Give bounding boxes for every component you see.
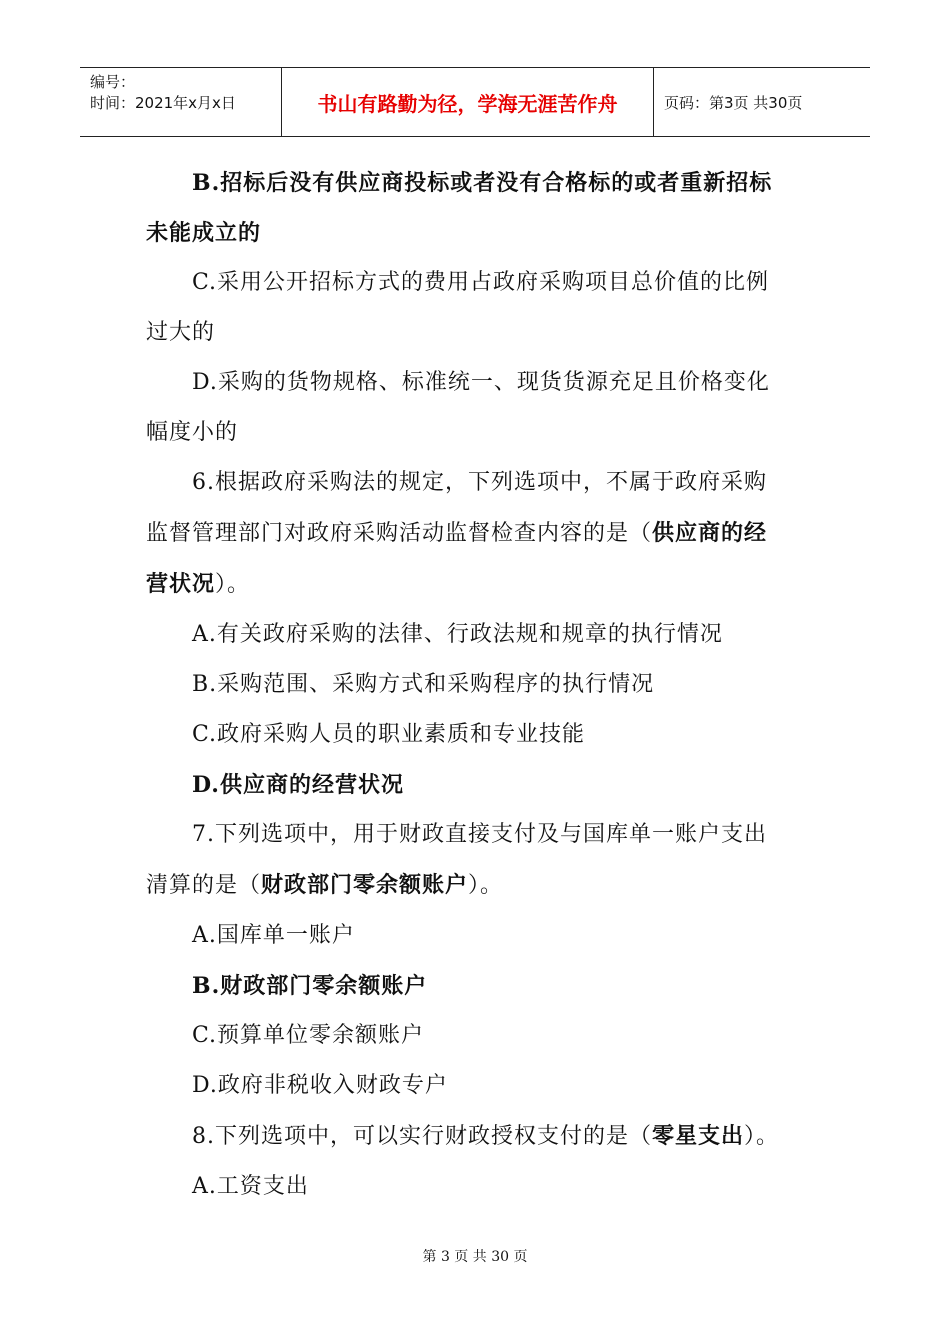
page-header — [80, 67, 870, 137]
number-label: 编号： — [90, 73, 136, 91]
document-body — [146, 158, 806, 1212]
header-motto: 书山有路勤为径，学海无涯苦作舟 — [282, 68, 654, 136]
option-line: D.采购的货物规格、标准统一、现货货源充足且价格变化 — [192, 370, 770, 395]
answer-text: 财政部门零余额账户 — [261, 872, 469, 898]
answer-text: 营状况 — [146, 571, 216, 597]
question-text: ）。 — [744, 1124, 780, 1149]
option-line: B.采购范围、采购方式和采购程序的执行情况 — [192, 672, 655, 697]
option-line: A.工资支出 — [192, 1174, 309, 1199]
header-page-info: 页码：第3页 共30页 — [664, 93, 803, 112]
option-line: C.预算单位零余额账户 — [192, 1023, 425, 1048]
time-label: 时间：2021年x月x日 — [90, 94, 236, 112]
option-line: D.政府非税收入财政专户 — [192, 1073, 448, 1098]
option-line: B.招标后没有供应商投标或者没有合格标的或者重新招标 — [192, 170, 773, 196]
option-line: C.政府采购人员的职业素质和专业技能 — [192, 722, 586, 747]
question-7-line — [146, 860, 806, 911]
option-line: 过大的 — [146, 320, 216, 345]
option-line: 幅度小的 — [146, 420, 239, 445]
answer-text: 供应商的经 — [652, 520, 768, 546]
question-7-line: 7.下列选项中，用于财政直接支付及与国库单一账户支出 — [192, 822, 767, 847]
option-line: A.有关政府采购的法律、行政法规和规章的执行情况 — [192, 622, 723, 647]
question-6-line: 6.根据政府采购法的规定，下列选项中，不属于政府采购 — [192, 470, 767, 495]
question-text: ）。 — [215, 572, 251, 597]
answer-text: 零星支出 — [652, 1123, 745, 1149]
correct-option-line: D.供应商的经营状况 — [192, 772, 404, 798]
question-text: ）。 — [468, 873, 504, 898]
question-text: 清算的是（ — [146, 873, 262, 898]
question-text: 监督管理部门对政府采购活动监督检查内容的是（ — [146, 521, 653, 546]
option-line: 未能成立的 — [146, 220, 262, 246]
question-6-line — [146, 508, 806, 559]
option-line: A.国库单一账户 — [192, 923, 355, 948]
question-6-line — [146, 559, 806, 610]
correct-option-line: B.财政部门零余额账户 — [192, 973, 428, 999]
option-line: C.采用公开招标方式的费用占政府采购项目总价值的比例 — [192, 270, 770, 295]
question-text: 8.下列选项中，可以实行财政授权支付的是（ — [192, 1124, 652, 1149]
header-meta — [80, 68, 282, 136]
question-8-line — [146, 1111, 806, 1162]
page-footer: 第 3 页 共 30 页 — [422, 1249, 528, 1265]
